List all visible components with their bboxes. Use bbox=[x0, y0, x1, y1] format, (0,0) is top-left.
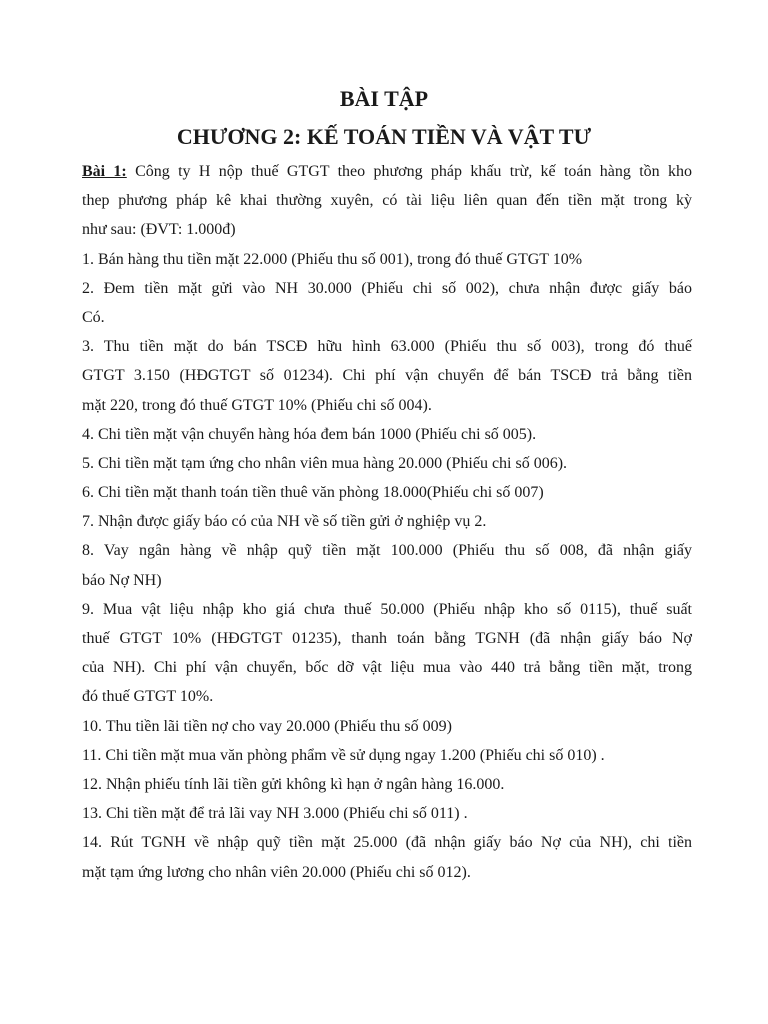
text-line: mặt tạm ứng lương cho nhân viên 20.000 (Phiếu chi số 012). bbox=[82, 863, 471, 881]
text-line: 12. Nhận phiếu tính lãi tiền gửi không kì hạn ở ngân hàng 16.000. bbox=[82, 775, 505, 793]
text-line: như sau: (ĐVT: 1.000đ) bbox=[82, 221, 236, 239]
text-line: Công ty H nộp thuế GTGT theo phương pháp khấu trừ, kế toán hàng tồn kho bbox=[126, 163, 692, 180]
text-line: 13. Chi tiền mặt để trả lãi vay NH 3.000 (Phiếu chi số 011) . bbox=[82, 805, 468, 823]
exercise-intro-line bbox=[82, 157, 692, 186]
text-line: 8. Vay ngân hàng về nhập quỹ tiền mặt 100.000 (Phiếu thu số 008, đã nhận giấy bbox=[82, 542, 692, 560]
text-line: 9. Mua vật liệu nhập kho giá chưa thuế 50.000 (Phiếu nhập kho số 0115), thuế suất bbox=[82, 600, 692, 618]
text-line: 6. Chi tiền mặt thanh toán tiền thuê văn phòng 18.000(Phiếu chi số 007) bbox=[82, 484, 544, 502]
text-line: 1. Bán hàng thu tiền mặt 22.000 (Phiếu thu số 001), trong đó thuế GTGT 10% bbox=[82, 250, 583, 268]
document-title: BÀI TẬP bbox=[339, 86, 429, 111]
text-line: 4. Chi tiền mặt vận chuyển hàng hóa đem bán 1000 (Phiếu chi số 005). bbox=[82, 425, 537, 443]
text-line: 3. Thu tiền mặt do bán TSCĐ hữu hình 63.000 (Phiếu thu số 003), trong đó thuế bbox=[82, 338, 692, 356]
text-line: thep phương pháp kê khai thường xuyên, có tài liệu liên quan đến tiền mặt trong kỳ bbox=[82, 192, 692, 210]
text-line: 10. Thu tiền lãi tiền nợ cho vay 20.000 (Phiếu thu số 009) bbox=[82, 717, 452, 735]
text-line: của NH). Chi phí vận chuyển, bốc dỡ vật liệu mua vào 440 trả bằng tiền mặt, trong bbox=[82, 659, 692, 677]
text-line: 14. Rút TGNH về nhập quỹ tiền mặt 25.000 (đã nhận giấy báo Nợ của NH), chi tiền bbox=[82, 834, 692, 852]
exercise-label: Bài 1: bbox=[82, 163, 127, 180]
text-line: 5. Chi tiền mặt tạm ứng cho nhân viên mua hàng 20.000 (Phiếu chi số 006). bbox=[82, 454, 568, 472]
text-line: mặt 220, trong đó thuế GTGT 10% (Phiếu chi số 004). bbox=[82, 396, 432, 414]
exercise-body bbox=[82, 157, 692, 887]
text-line: đó thuế GTGT 10%. bbox=[82, 688, 214, 706]
text-line: báo Nợ NH) bbox=[82, 571, 162, 589]
text-line: thuế GTGT 10% (HĐGTGT 01235), thanh toán bằng TGNH (đã nhận giấy báo Nợ bbox=[82, 630, 692, 647]
text-line: 7. Nhận được giấy báo có của NH về số tiền gửi ở nghiệp vụ 2. bbox=[82, 513, 487, 531]
text-line: Có. bbox=[82, 308, 105, 326]
text-line: GTGT 3.150 (HĐGTGT số 01234). Chi phí vận chuyển để bán TSCĐ trả bằng tiền bbox=[82, 367, 692, 385]
chapter-heading: CHƯƠNG 2: KẾ TOÁN TIỀN VÀ VẬT TƯ bbox=[176, 124, 592, 149]
text-line: 2. Đem tiền mặt gửi vào NH 30.000 (Phiếu chi số 002), chưa nhận được giấy báo bbox=[82, 279, 692, 297]
text-line: 11. Chi tiền mặt mua văn phòng phẩm về sử dụng ngay 1.200 (Phiếu chi số 010) . bbox=[82, 746, 605, 764]
